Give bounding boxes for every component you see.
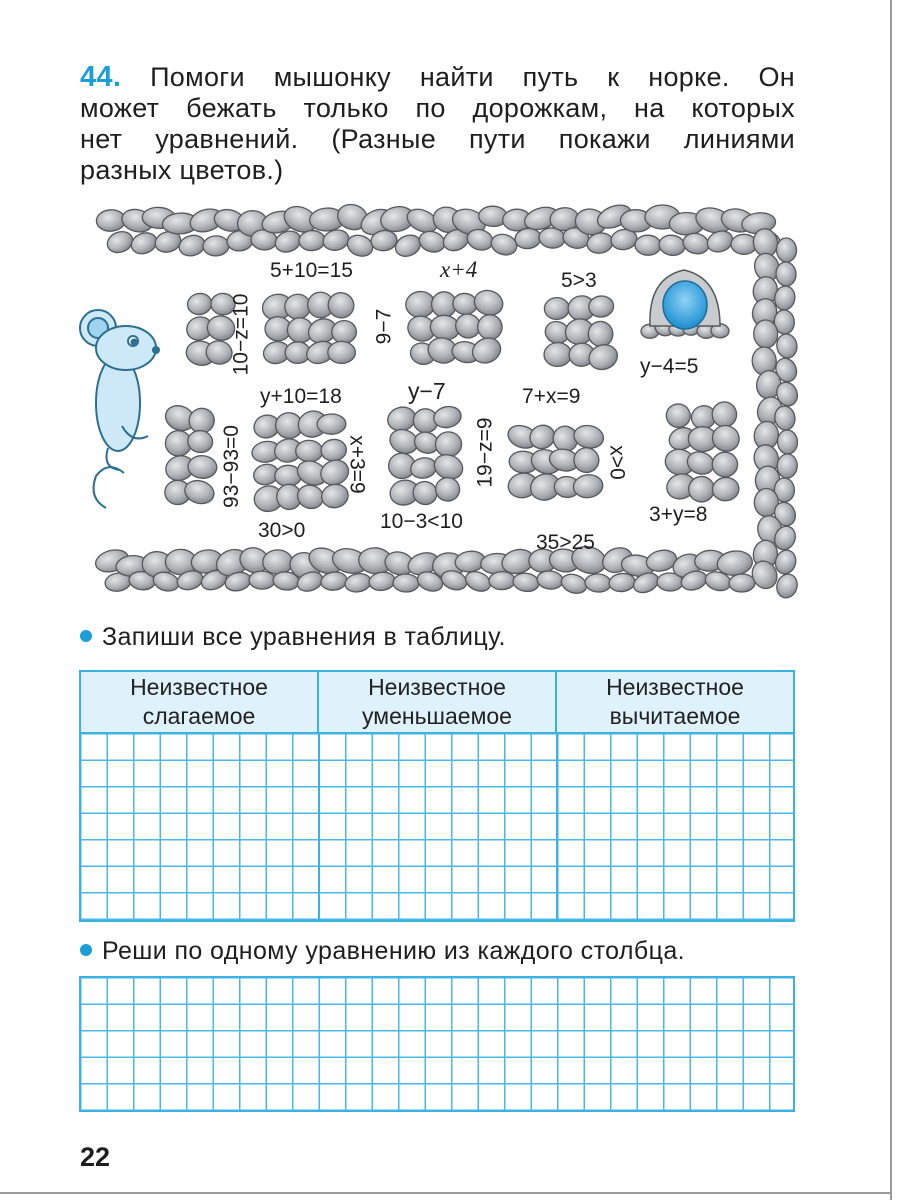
stone [635, 235, 661, 256]
burrow-icon [650, 270, 720, 329]
solution-grid-area[interactable] [79, 976, 795, 1112]
task-line: нет уравнений. (Разные пути покажи линиями [80, 124, 795, 154]
task-line: может бежать только по дорожкам, на которых [80, 93, 795, 123]
maze-expression: 7+x=9 [522, 385, 581, 408]
stone [298, 230, 325, 251]
instruction-write-equations [80, 622, 506, 652]
task-line: разных цветов.) [80, 155, 284, 185]
column-header-minuend [317, 672, 555, 732]
stone [203, 235, 230, 256]
column-divider [556, 734, 558, 920]
maze-expression: 3+y=8 [649, 503, 708, 526]
stone [471, 287, 506, 319]
maze-expression: 10−3<10 [380, 510, 463, 533]
stone [586, 341, 621, 374]
stone [96, 209, 126, 232]
stone [777, 429, 798, 454]
stone [343, 571, 372, 594]
stone [584, 573, 611, 593]
stone [775, 333, 798, 360]
column-header-subtrahend [555, 672, 793, 732]
table-header [79, 670, 795, 734]
maze-expression: y−4=5 [640, 355, 699, 378]
stone [295, 440, 323, 462]
maze-expression: x>0 [605, 445, 629, 480]
page-number: 22 [80, 1142, 111, 1172]
stone [476, 313, 505, 342]
instruction-text: Реши по одному уравнению из каждого столбца. [102, 937, 685, 965]
maze-expression: 10−z=10 [229, 293, 253, 376]
stone [104, 228, 135, 256]
stone [392, 231, 424, 260]
stone [708, 421, 743, 455]
maze-expression: 30>0 [258, 519, 306, 542]
stone [543, 342, 572, 367]
stone [536, 570, 564, 591]
table-grid-area[interactable] [79, 734, 795, 922]
task-text [80, 62, 795, 186]
stone [658, 233, 687, 257]
stone [468, 334, 504, 368]
stone [664, 401, 693, 430]
stone [776, 453, 797, 478]
stone [775, 261, 797, 286]
maze-expression: x+4 [440, 257, 478, 282]
maze-expression: 35>25 [536, 531, 595, 554]
maze-expression: y−7 [408, 378, 446, 404]
maze-expression: 5>3 [561, 269, 597, 292]
stone [317, 414, 346, 435]
equations-table [79, 670, 795, 922]
stone [186, 292, 214, 317]
maze-illustration [78, 198, 798, 600]
header-line: уменьшаемое [362, 703, 512, 729]
stone [489, 571, 515, 589]
stone [572, 445, 602, 474]
stone [729, 574, 756, 593]
task-line-text: Помоги мышонку найти путь к норке. Он [150, 62, 795, 92]
page-edge [0, 1192, 892, 1194]
stone [393, 574, 419, 593]
stone [572, 423, 606, 451]
stone [328, 341, 356, 363]
bullet-icon [80, 630, 92, 642]
stone [512, 572, 540, 593]
maze-expression: y+10=18 [260, 385, 342, 408]
stone [263, 550, 293, 575]
bullet-icon [80, 944, 92, 956]
stone [435, 431, 462, 457]
stone [324, 289, 358, 322]
header-line: Неизвестное [368, 674, 506, 700]
stone [572, 473, 604, 499]
instruction-solve-equations [80, 936, 685, 966]
page-edge [890, 0, 892, 1200]
stone [711, 451, 740, 479]
maze-expression: 5+10=15 [270, 259, 353, 282]
mouse-icon [80, 310, 159, 508]
stone [320, 571, 348, 592]
maze-expression: 93−93=0 [219, 425, 243, 508]
column-divider [318, 734, 320, 920]
stone [182, 477, 217, 507]
stone [433, 475, 462, 503]
stone [344, 232, 375, 260]
stone [753, 319, 778, 348]
stone [544, 297, 570, 320]
header-line: Неизвестное [130, 674, 268, 700]
header-line: вычитаемое [609, 703, 741, 729]
stone [187, 429, 214, 454]
maze-expression: 19−z=9 [473, 417, 497, 488]
stone [776, 237, 797, 262]
stone [187, 455, 217, 479]
stone [320, 438, 348, 462]
column-header-addend [81, 672, 317, 732]
maze-expression: x+3=9 [345, 435, 369, 494]
stone [489, 231, 520, 258]
stone [710, 400, 739, 430]
stone [711, 476, 740, 502]
task-number: 44. [80, 61, 122, 93]
task-line [80, 62, 795, 93]
maze-expression: 9−7 [372, 308, 396, 345]
header-line: Неизвестное [606, 674, 744, 700]
instruction-text: Запиши все уравнения в таблицу. [102, 623, 506, 651]
stone [331, 320, 357, 344]
header-line: слагаемое [142, 703, 256, 729]
